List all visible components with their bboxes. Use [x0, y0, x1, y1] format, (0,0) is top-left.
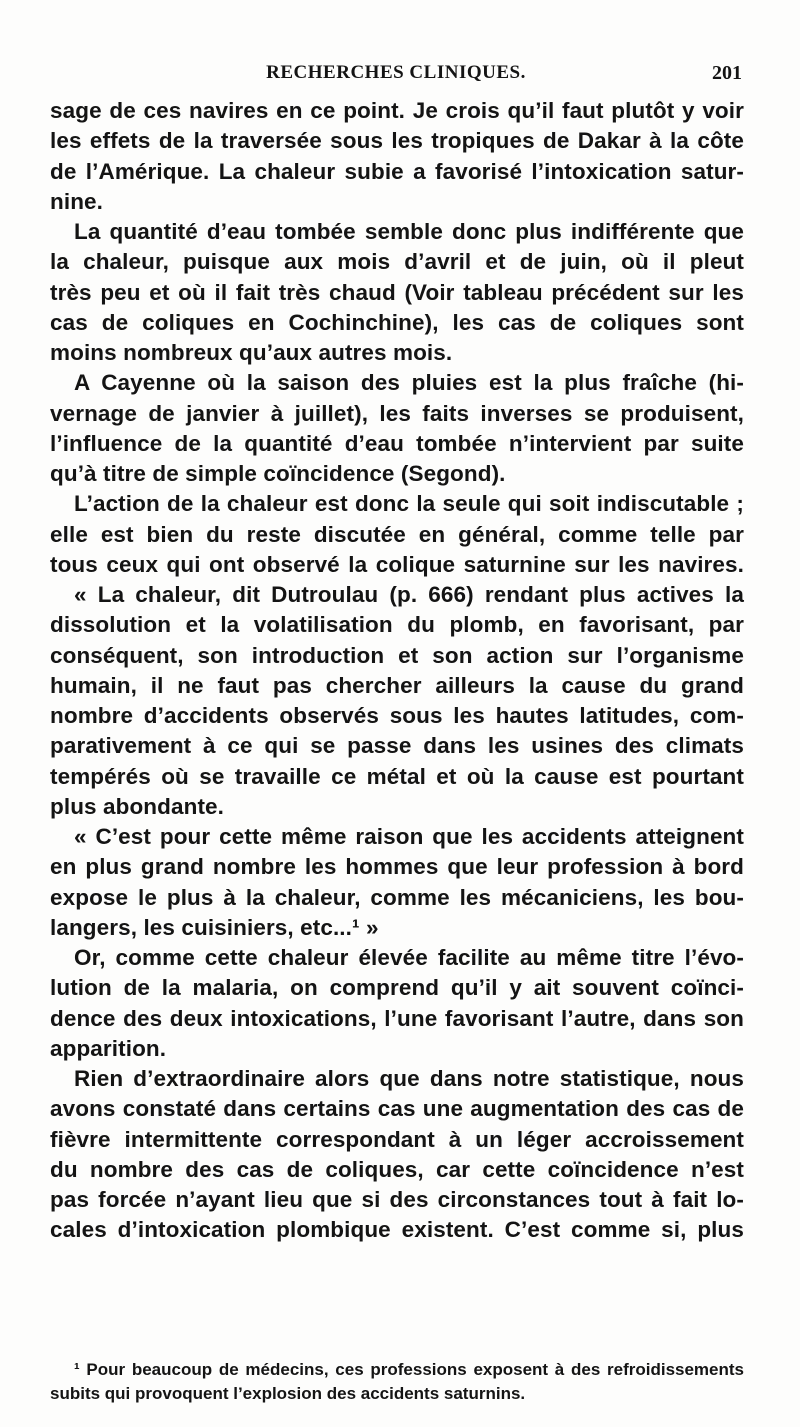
text-line: humain, il ne faut pas chercher ailleurs la cause du grand	[50, 672, 744, 698]
page-header	[50, 62, 742, 92]
text-line: elle est bien du reste discutée en général, comme telle par	[50, 521, 744, 547]
text-line: fièvre intermittente correspondant à un léger accroissement	[50, 1126, 744, 1152]
text-line: Or, comme cette chaleur élevée facilite au même titre l’évo-	[74, 945, 744, 970]
text-line: tempérés où se travaille ce métal et où la cause est pourtant	[50, 763, 744, 789]
text-line: parativement à ce qui se passe dans les usines des climats	[50, 733, 744, 759]
text-line: vernage de janvier à juillet), les faits inverses se produisent,	[50, 400, 744, 426]
footnote	[50, 1358, 744, 1406]
text-line: cas de coliques en Cochinchine), les cas de coliques sont	[50, 309, 744, 335]
text-line: nombre d’accidents observés sous les hautes latitudes, com-	[50, 703, 744, 728]
text-line: les effets de la traversée sous les tropiques de Dakar à la côte	[50, 128, 744, 154]
text-line: nine.	[50, 188, 104, 214]
text-line: conséquent, son introduction et son action sur l’organisme	[50, 642, 744, 668]
text-line: L’action de la chaleur est donc la seule qui soit indiscutable ;	[74, 491, 744, 517]
text-line: dissolution et la volatilisation du plomb, en favorisant, par	[50, 612, 744, 638]
text-line: langers, les cuisiniers, etc...¹ »	[50, 914, 379, 940]
text-line: cales d’intoxication plombique existent. C’est comme si, plus	[50, 1217, 744, 1243]
text-line: l’influence de la quantité d’eau tombée n’intervient par suite	[50, 430, 744, 456]
text-line: A Cayenne où la saison des pluies est la plus fraîche (hi-	[74, 370, 744, 396]
text-line: expose le plus à la chaleur, comme les mécaniciens, les bou-	[50, 884, 744, 910]
text-line: avons constaté dans certains cas une augmentation des cas de	[50, 1096, 744, 1122]
text-line: pas forcée n’ayant lieu que si des circonstances tout à fait lo-	[50, 1187, 744, 1212]
text-line: lution de la malaria, on comprend qu’il y ait souvent coïnci-	[50, 975, 744, 1001]
text-line: La quantité d’eau tombée semble donc plus indifférente que	[74, 219, 744, 244]
text-line: moins nombreux qu’aux autres mois.	[50, 340, 453, 365]
text-line: du nombre des cas de coliques, car cette coïncidence n’est	[50, 1156, 744, 1182]
text-line: tous ceux qui ont observé la colique saturnine sur les navires.	[50, 551, 744, 577]
text-line: « La chaleur, dit Dutroulau (p. 666) rendant plus actives la	[74, 582, 744, 607]
text-line: de l’Amérique. La chaleur subie a favorisé l’intoxication satur-	[50, 158, 744, 184]
text-line: apparition.	[50, 1035, 167, 1061]
text-line: très peu et où il fait très chaud (Voir tableau précédent sur les	[50, 279, 744, 305]
running-head: RECHERCHES CLINIQUES.	[266, 62, 526, 83]
text-line: « C’est pour cette même raison que les accidents atteignent	[74, 824, 744, 849]
text-line: plus abondante.	[50, 793, 225, 819]
text-line: en plus grand nombre les hommes que leur profession à bord	[50, 854, 744, 880]
text-line: qu’à titre de simple coïncidence (Segond).	[50, 461, 506, 486]
page-number: 201	[712, 62, 742, 84]
footnote-line: ¹ Pour beaucoup de médecins, ces professions exposent à des refroidissements	[74, 1360, 744, 1379]
footnote-line: subits qui provoquent l’explosion des accidents saturnins.	[50, 1384, 526, 1403]
text-line: sage de ces navires en ce point. Je crois qu’il faut plutôt y voir	[50, 98, 744, 123]
body-text	[50, 96, 744, 1246]
text-line: la chaleur, puisque aux mois d’avril et de juin, où il pleut	[50, 249, 744, 275]
text-line: dence des deux intoxications, l’une favorisant l’autre, dans son	[50, 1005, 744, 1031]
text-line: Rien d’extraordinaire alors que dans notre statistique, nous	[74, 1066, 744, 1091]
